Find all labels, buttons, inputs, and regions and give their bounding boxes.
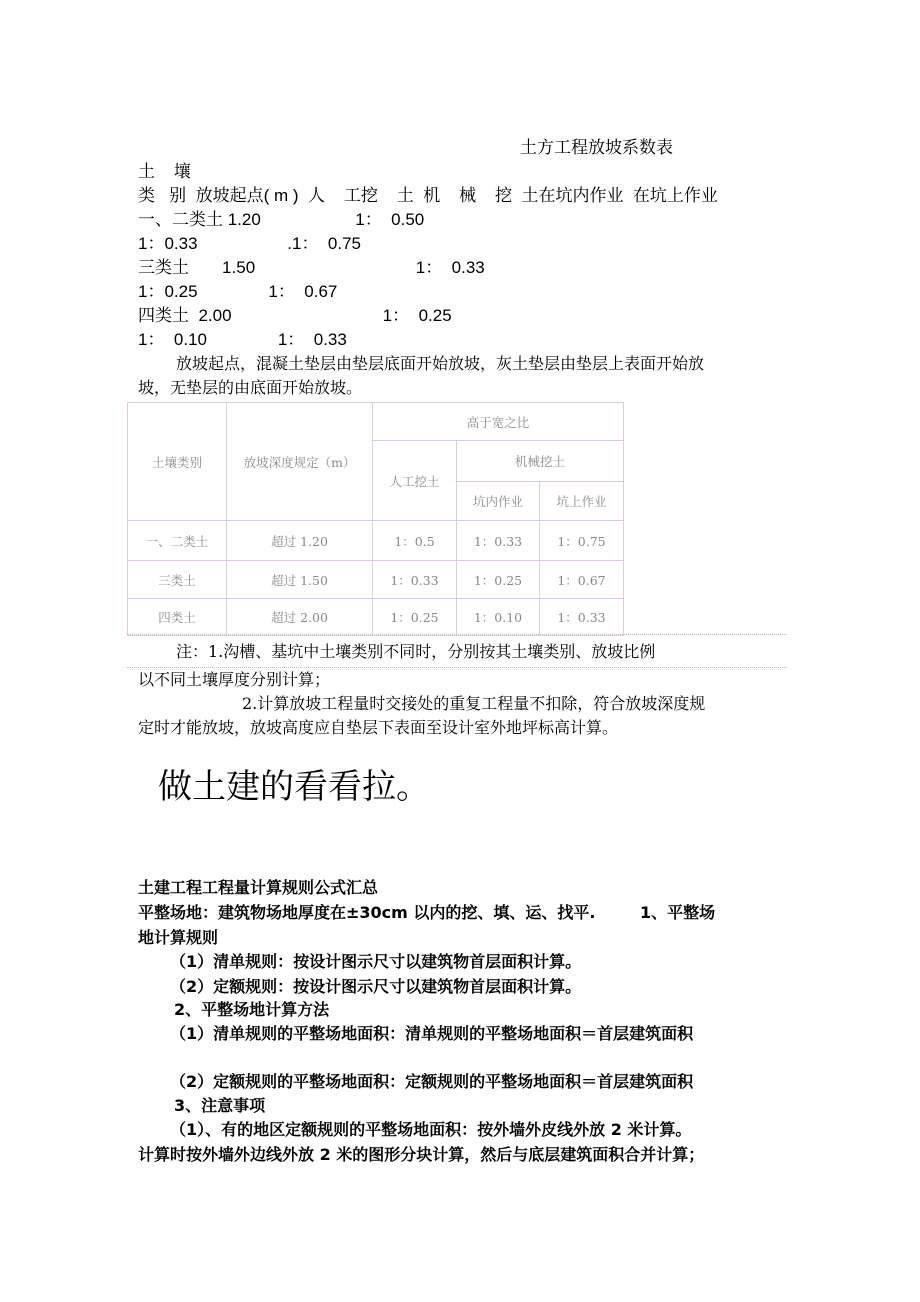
cell-manual: 1：0.33 [373,561,457,599]
table-row [128,521,624,561]
text-line: 1： 0.10 1： 0.33 [138,330,347,349]
header-manual: 人工挖土 [373,441,457,521]
table-row [128,599,624,636]
cell-soil: 一、二类土 [128,521,227,561]
section-title: 土建工程工程量计算规则公式汇总 [138,878,379,897]
text-line: 地计算规则 [138,928,219,947]
cell-in-pit: 1：0.10 [457,599,540,636]
cell-manual: 1：0.25 [373,599,457,636]
note-line: 2.计算放坡工程量时交接处的重复工程量不扣除，符合放坡深度规 [242,694,706,713]
slope-coefficient-table [127,402,624,636]
text-line: 3、注意事项 [174,1096,266,1115]
text-line: 平整场地：建筑物场地厚度在±30cm 以内的挖、填、运、找平. 1、平整场 [138,903,716,922]
header-in-pit: 坑内作业 [457,482,540,521]
text-line: 2、平整场地计算方法 [174,1000,330,1019]
cell-depth: 超过 1.50 [227,561,373,599]
cell-soil: 三类土 [128,561,227,599]
note-line: 定时才能放坡，放坡高度应自垫层下表面至设计室外地坪标高计算。 [138,718,619,737]
text-line: 四类土 2.00 1： 0.25 [138,306,452,325]
cell-on-pit: 1：0.75 [540,521,624,561]
text-line: 三类土 1.50 1： 0.33 [138,258,485,277]
text-line: 1：0.25 1： 0.67 [138,282,338,301]
cell-in-pit: 1：0.25 [457,561,540,599]
slope-note: 放坡起点，混凝土垫层由垫层底面开始放坡，灰土垫层由垫层上表面开始放 [176,354,705,373]
header-on-pit: 坑上作业 [540,482,624,521]
cell-depth: 超过 2.00 [227,599,373,636]
page-heading: 做土建的看看拉。 [158,767,430,807]
header-mechanical: 机械挖土 [457,441,624,482]
slope-table-title: 土方工程放坡系数表 [520,138,673,157]
table-row [128,561,624,599]
header-ratio: 高于宽之比 [373,403,624,441]
cell-in-pit: 1：0.33 [457,521,540,561]
note-line: 以不同土壤厚度分别计算； [138,670,331,689]
text-line: 类 别 放坡起点( m ) 人 工挖 土 机 械 挖 土在坑内作业 在坑上作业 [138,186,718,205]
text-line: 计算时按外墙外边线外放 2 米的图形分块计算，然后与底层建筑面积合并计算； [138,1145,705,1164]
text-line: （1）清单规则的平整场地面积：清单规则的平整场地面积＝首层建筑面积 [170,1024,694,1043]
text-line: 一、二类土 1.20 1： 0.50 [138,210,425,229]
text-line: 土 壤 [138,162,191,181]
cell-depth: 超过 1.20 [227,521,373,561]
text-line: （1）清单规则：按设计图示尺寸以建筑物首层面积计算。 [170,952,582,971]
cell-on-pit: 1：0.33 [540,599,624,636]
text-line: （2）定额规则的平整场地面积：定额规则的平整场地面积＝首层建筑面积 [170,1072,694,1091]
cell-soil: 四类土 [128,599,227,636]
cell-manual: 1：0.5 [373,521,457,561]
note-line: 注：1.沟槽、基坑中土壤类别不同时，分别按其土壤类别、放坡比例 [176,642,656,661]
header-soil-type: 土壤类别 [128,403,227,521]
text-line: 1：0.33 .1： 0.75 [138,234,361,253]
text-line: （2）定额规则：按设计图示尺寸以建筑物首层面积计算。 [170,977,582,996]
header-depth: 放坡深度规定（m） [227,403,373,521]
text-line: （1）、有的地区定额规则的平整场地面积：按外墙外皮线外放 2 米计算。 [170,1120,692,1139]
slope-note: 坡，无垫层的由底面开始放坡。 [138,378,363,397]
cell-on-pit: 1：0.67 [540,561,624,599]
